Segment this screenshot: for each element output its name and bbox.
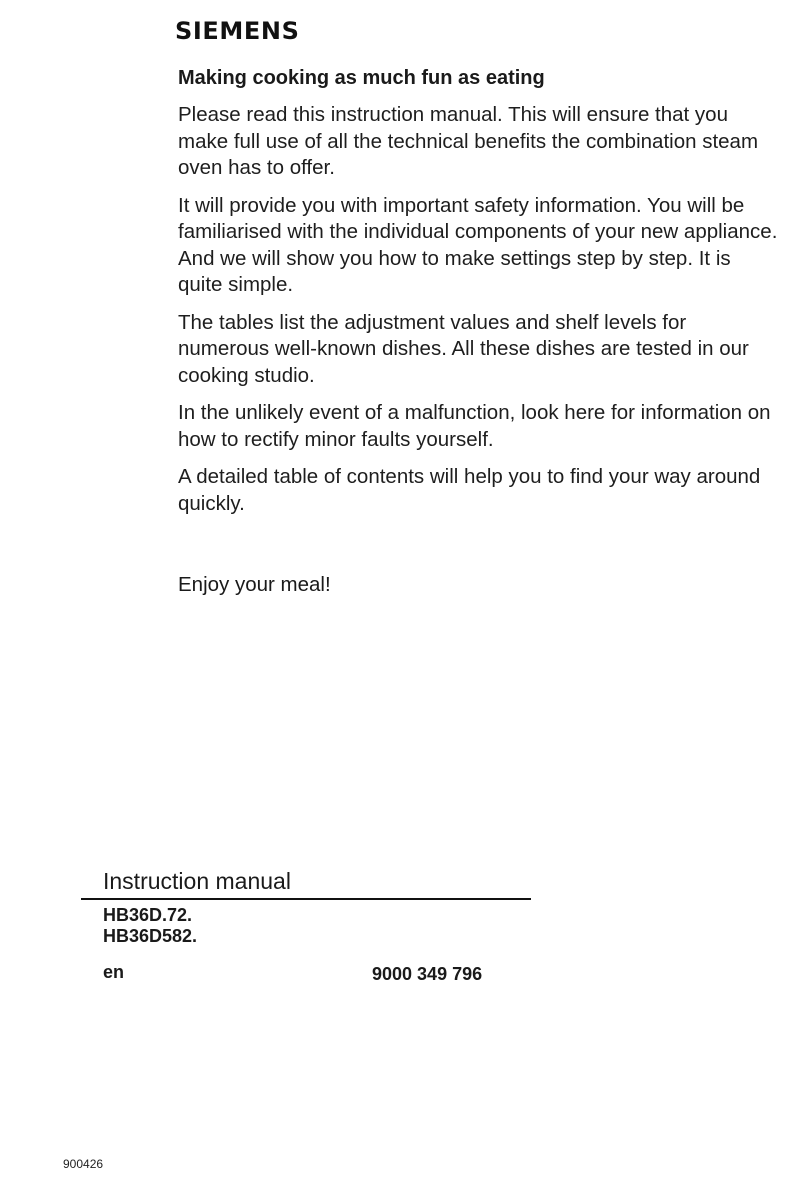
intro-section (178, 64, 778, 528)
language-code: en (103, 962, 125, 982)
model-number: HB36D.72. (103, 905, 193, 925)
intro-paragraph: It will provide you with important safety information. You will be familiarised with the individual components of your new appliance. And we will show you how to make settings step by step. It is quite simple. (178, 193, 778, 296)
intro-paragraph: Please read this instruction manual. This will ensure that you make full use of all the technical benefits the combination steam oven has to offer. (178, 103, 759, 179)
model-number: HB36D582. (103, 926, 198, 946)
manual-title: Instruction manual (103, 868, 291, 894)
intro-headline: Making cooking as much fun as eating (178, 67, 545, 89)
intro-paragraph: A detailed table of contents will help you to find your way around quickly. (178, 465, 761, 515)
title-divider (81, 898, 531, 900)
intro-paragraph: In the unlikely event of a malfunction, look here for information on how to rectify minor faults yourself. (178, 401, 771, 451)
brand-logo: SIEMENS (175, 17, 300, 45)
footer-code: 900426 (63, 1157, 104, 1171)
closing-line: Enjoy your meal! (178, 573, 331, 596)
document-number: 9000 349 796 (372, 964, 483, 984)
intro-paragraph: The tables list the adjustment values and shelf levels for numerous well-known dishes. All these dishes are tested in our cooking studio. (178, 310, 749, 387)
model-list (103, 905, 197, 947)
